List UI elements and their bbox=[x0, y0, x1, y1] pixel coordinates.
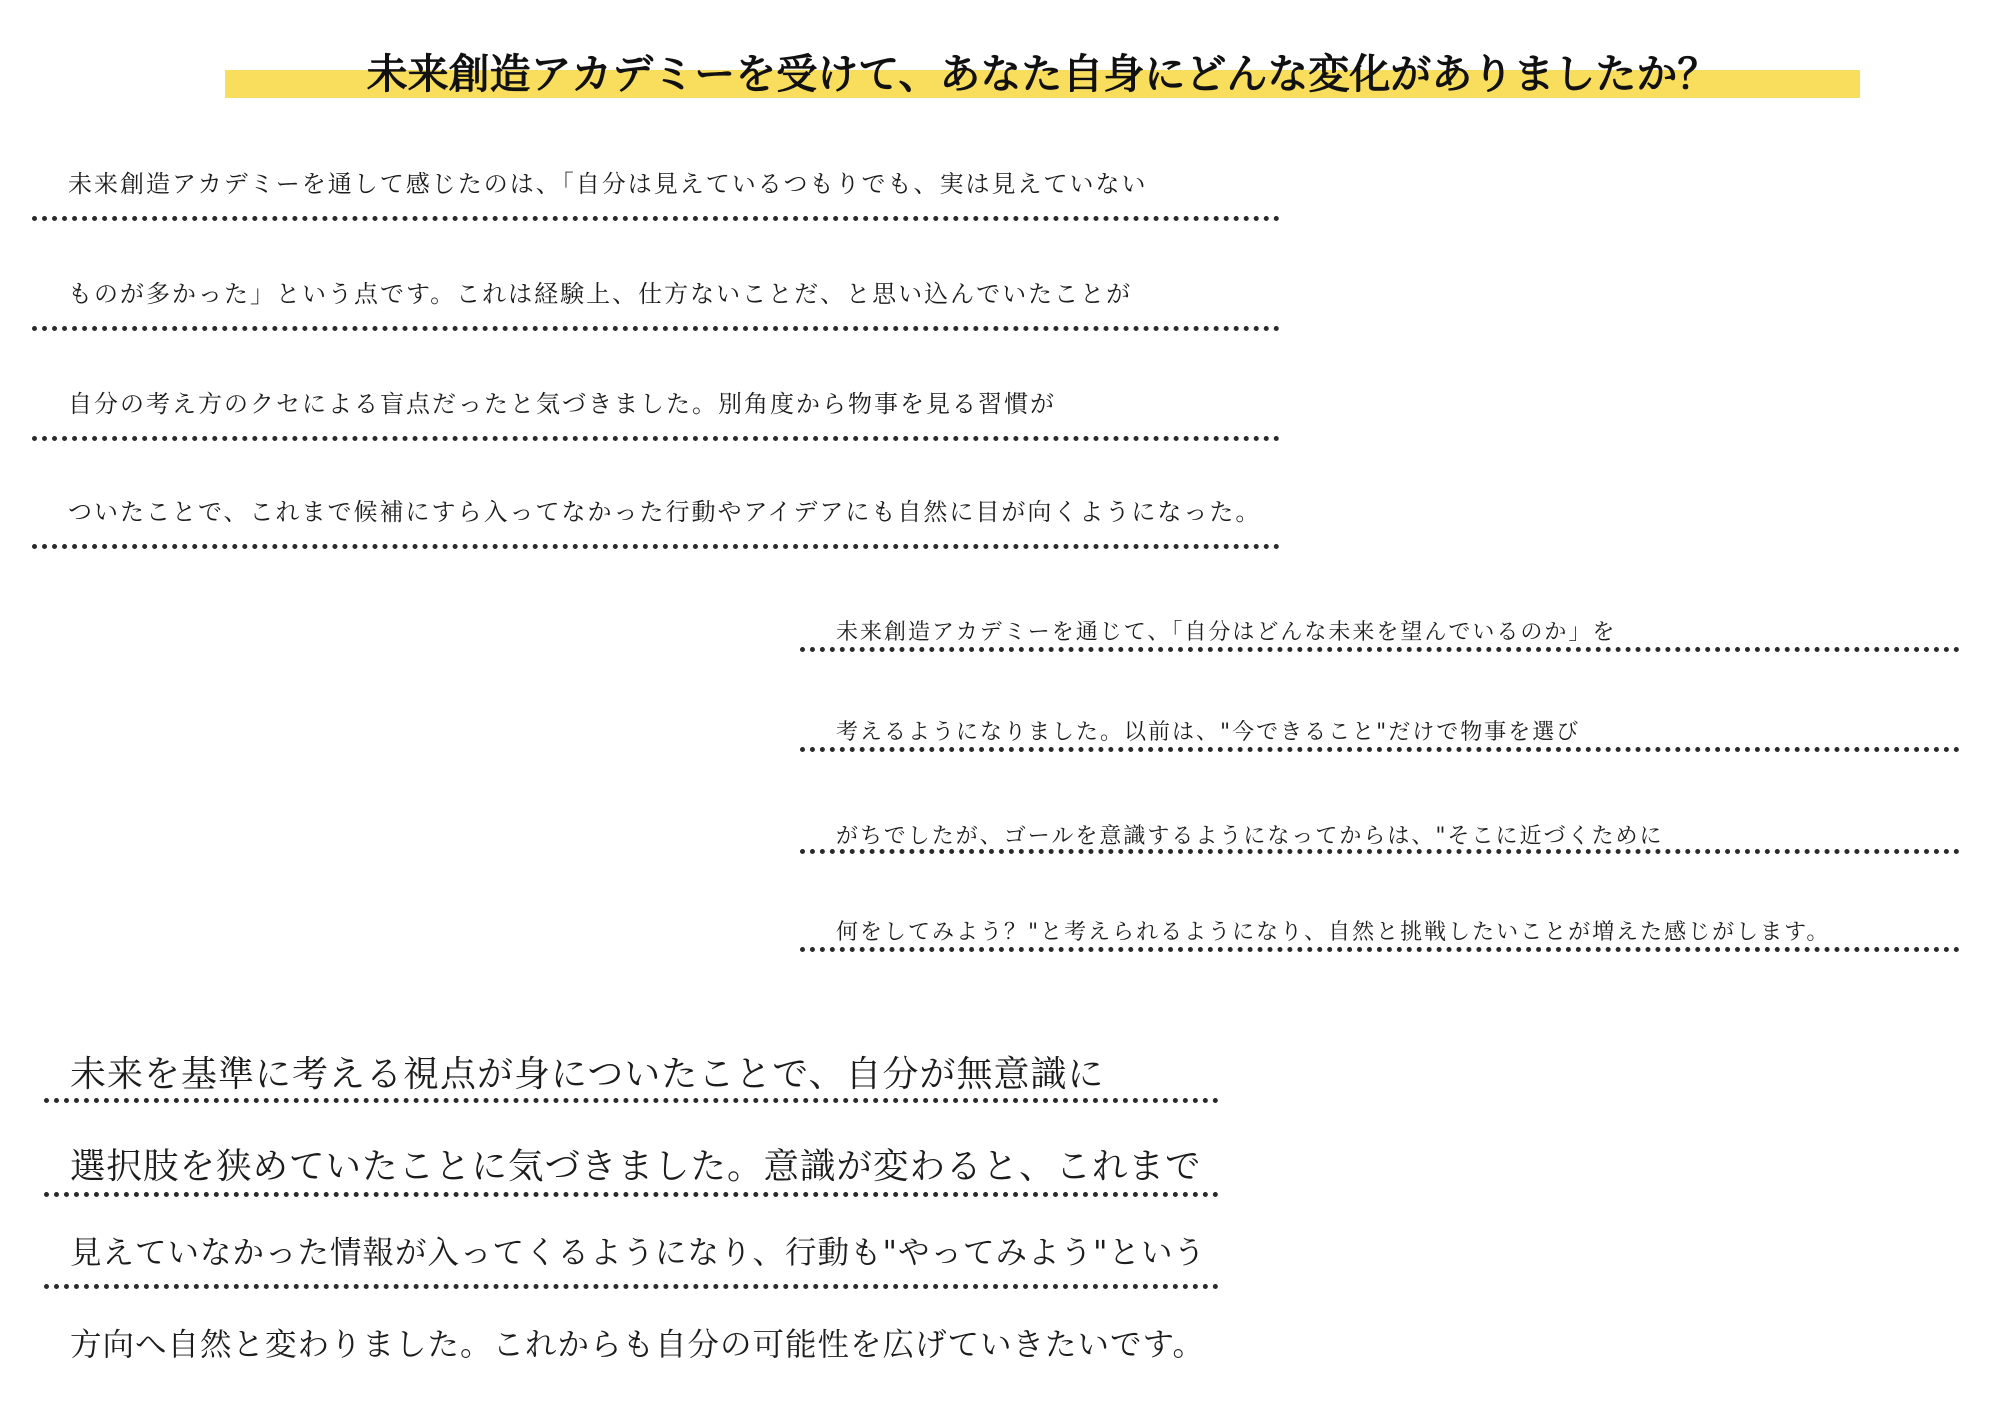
dotted-rule bbox=[44, 1098, 1219, 1103]
dotted-rule bbox=[800, 849, 1960, 854]
answer-block-2 bbox=[800, 585, 1960, 975]
answer-1-line-3: 自分の考え方のクセによる盲点だったと気づきました。別角度から物事を見る習慣が bbox=[68, 390, 1056, 418]
answer-3-line-1: 未来を基準に考える視点が身についたことで、自分が無意識に bbox=[70, 1054, 1105, 1095]
answer-3-line-4: 方向へ自然と変わりました。これからも自分の可能性を広げていきたいです。 bbox=[70, 1327, 1205, 1363]
answer-block-3 bbox=[44, 1030, 1219, 1410]
dotted-rule bbox=[32, 544, 1280, 549]
answer-block-1 bbox=[32, 140, 1280, 560]
answer-1-line-4: ついたことで、これまで候補にすら入ってなかった行動やアイデアにも自然に目が向くようになった。 bbox=[68, 498, 1262, 526]
dotted-rule bbox=[32, 216, 1280, 221]
dotted-rule bbox=[44, 1192, 1219, 1197]
dotted-rule bbox=[800, 947, 1960, 952]
dotted-rule bbox=[32, 436, 1280, 441]
answer-2-line-2: 考えるようになりました。以前は、"今できること"だけで物事を選び bbox=[836, 720, 1581, 745]
answer-3-line-2: 選択肢を狭めていたことに気づきました。意識が変わると、これまで bbox=[70, 1146, 1202, 1187]
answer-3-line-3: 見えていなかった情報が入ってくるようになり、行動も"やってみよう"という bbox=[70, 1235, 1206, 1271]
answer-2-line-3: がちでしたが、ゴールを意識するようになってからは、"そこに近づくために bbox=[836, 824, 1664, 849]
dotted-rule bbox=[32, 326, 1280, 331]
answer-2-line-1: 未来創造アカデミーを通じて、「自分はどんな未来を望んでいるのか」を bbox=[836, 620, 1617, 645]
page-title: 未来創造アカデミーを受けて、あなた自身にどんな変化がありましたか？ bbox=[366, 50, 1719, 98]
dotted-rule bbox=[800, 647, 1960, 652]
answer-1-line-2: ものが多かった」という点です。これは経験上、仕方ないことだ、と思い込んでいたことが bbox=[68, 280, 1133, 308]
dotted-rule bbox=[800, 747, 1960, 752]
answer-2-line-4: 何をしてみよう？"と考えられるようになり、自然と挑戦したいことが増えた感じがします。 bbox=[836, 920, 1831, 945]
dotted-rule bbox=[44, 1284, 1219, 1289]
answer-1-line-1: 未来創造アカデミーを通して感じたのは、「自分は見えているつもりでも、実は見えていない bbox=[68, 170, 1148, 198]
